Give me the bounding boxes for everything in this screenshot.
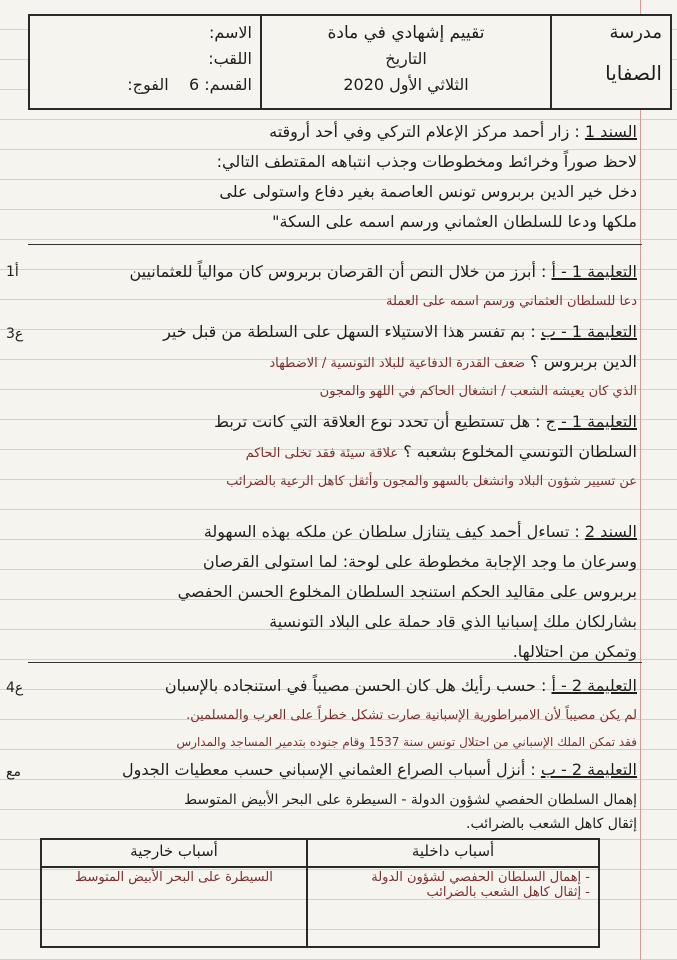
doc2-line-1: [30, 518, 637, 546]
doc2-line-2: وسرعان ما وجد الإجابة مخطوطة على لوحة: لما استولى القرصان: [202, 552, 637, 571]
exam-header: [28, 14, 672, 110]
q1b-answer-2: الذي كان يعيشه الشعب / انشغال الحاكم في اللهو والمجون: [319, 384, 637, 399]
q1c-question: [30, 408, 637, 436]
trimester-label: الثلاثي الأول 2020: [343, 75, 469, 94]
doc1-line-4: ملكها ودعا للسلطان العثماني ورسم اسمه على السكة": [272, 212, 637, 231]
date-label: التاريخ: [385, 49, 427, 68]
q2a-text: : حسب رأيك هل كان الحسن مصيباً في استنجاده بالإسبان: [164, 676, 547, 695]
q1a-question: [30, 258, 637, 286]
margin-mark: ع3: [6, 326, 24, 342]
school-name: الصفايا: [605, 61, 662, 85]
doc1-line-2: لاحظ صوراً وخرائط ومخطوطات وجذب انتباهه المقتطف التالي:: [216, 152, 637, 171]
q1c-question-2: [30, 438, 637, 468]
q2a-answer: لم يكن مصيباً لأن الامبراطورية الإسبانية صارت تشكل خطراً على العرب والمسلمين.: [186, 708, 637, 723]
col-external-header: أسباب خارجية: [41, 839, 307, 867]
margin-mark: أ1: [6, 264, 19, 280]
q2b-text: : أنزل أسباب الصراع العثماني الإسباني حسب معطيات الجدول: [122, 760, 536, 779]
q1b-question-2: [30, 348, 637, 378]
divider: [28, 662, 642, 663]
q1a-label: التعليمة 1 - أ: [551, 262, 637, 281]
q2a-answer-2: فقد تمكن الملك الإسباني من احتلال تونس سنة 1537 وقام جنوده بتدمير المساجد والمدارس: [176, 735, 637, 749]
doc1-line-1: [30, 118, 637, 146]
doc1-text-1: : زار أحمد مركز الإعلام التركي وفي أحد أروقته: [269, 122, 580, 141]
school-box: [550, 16, 670, 108]
school-label: مدرسة: [609, 22, 662, 43]
q1a-text: : أبرز من خلال النص أن القرصان بربروس كان موالياً للعثمانيين: [129, 262, 547, 281]
doc2-line-3: بربروس على مقاليد الحكم استنجد السلطان المخلوع الحسن الحفصي: [177, 582, 637, 601]
q2b-line-2: إهمال السلطان الحفصي لشؤون الدولة - السيطرة على البحر الأبيض المتوسط: [184, 792, 637, 808]
q1c-answer-2: عن تسيير شؤون البلاد وانشغل بالسهو والمجون وأثقل كاهل الرعية بالضرائب: [226, 474, 637, 489]
student-box: [30, 16, 260, 108]
q1c-label: التعليمة 1 - ج: [545, 412, 637, 431]
q2b-line-3: إثقال كاهل الشعب بالضرائب.: [466, 816, 637, 832]
q2b-question: [30, 756, 637, 784]
q1a-answer: دعا للسلطان العثماني ورسم اسمه على العملة: [386, 294, 637, 309]
surname-label: اللقب:: [208, 49, 252, 68]
q2a-label: التعليمة 2 - أ: [551, 676, 637, 695]
q1c-answer: علاقة سيئة فقد تخلى الحاكم: [245, 446, 399, 461]
class-label: القسم: 6: [189, 75, 252, 94]
doc2-heading: السند 2: [584, 522, 637, 541]
margin-line: [640, 0, 641, 960]
table-header-row: [41, 839, 599, 867]
q1b-text: : بم تفسر هذا الاستيلاء السهل على السلطة من قبل خير: [163, 322, 536, 341]
col-internal-header: أسباب داخلية: [307, 839, 599, 867]
q1b-question: [30, 318, 637, 346]
doc1-line-3: دخل خير الدين بربروس تونس العاصمة بغير دفاع واستولى على: [219, 182, 637, 201]
internal-causes-cell: - إهمال السلطان الحفصي لشؤون الدولة - إثقال كاهل الشعب بالضرائب: [307, 867, 599, 947]
name-label: الاسم:: [208, 23, 252, 42]
q2b-label: التعليمة 2 - ب: [540, 760, 637, 779]
eval-title: تقييم إشهادي في مادة: [327, 23, 485, 43]
external-causes-cell: السيطرة على البحر الأبيض المتوسط: [41, 867, 307, 947]
doc2-line-5: وتمكن من احتلالها.: [512, 642, 637, 661]
doc2-line-4: بشارلكان ملك إسبانيا الذي قاد حملة على البلاد التونسية: [269, 612, 637, 631]
margin-mark: مع: [6, 764, 21, 780]
divider: [28, 244, 642, 245]
doc2-text-1: : تساءل أحمد كيف يتنازل سلطان عن ملكه بهذه السهولة: [203, 522, 580, 541]
group-label: الفوج:: [127, 75, 169, 94]
q1b-answer: ضعف القدرة الدفاعية للبلاد التونسية / الاضطهاد: [269, 356, 526, 371]
table-row: [41, 867, 599, 947]
q1c-text-2: السلطان التونسي المخلوع بشعبه ؟: [403, 442, 637, 461]
class-group-row: [38, 72, 252, 98]
margin-mark: ع4: [6, 680, 24, 696]
title-box: [260, 16, 550, 108]
doc1-heading: السند 1: [584, 122, 637, 141]
q1b-label: التعليمة 1 - ب: [540, 322, 637, 341]
q1c-text: : هل تستطيع أن تحدد نوع العلاقة التي كانت تربط: [214, 412, 541, 431]
q2a-question: [30, 672, 637, 700]
causes-table: [40, 838, 600, 948]
q1b-text-2: الدين بربروس ؟: [530, 352, 637, 371]
